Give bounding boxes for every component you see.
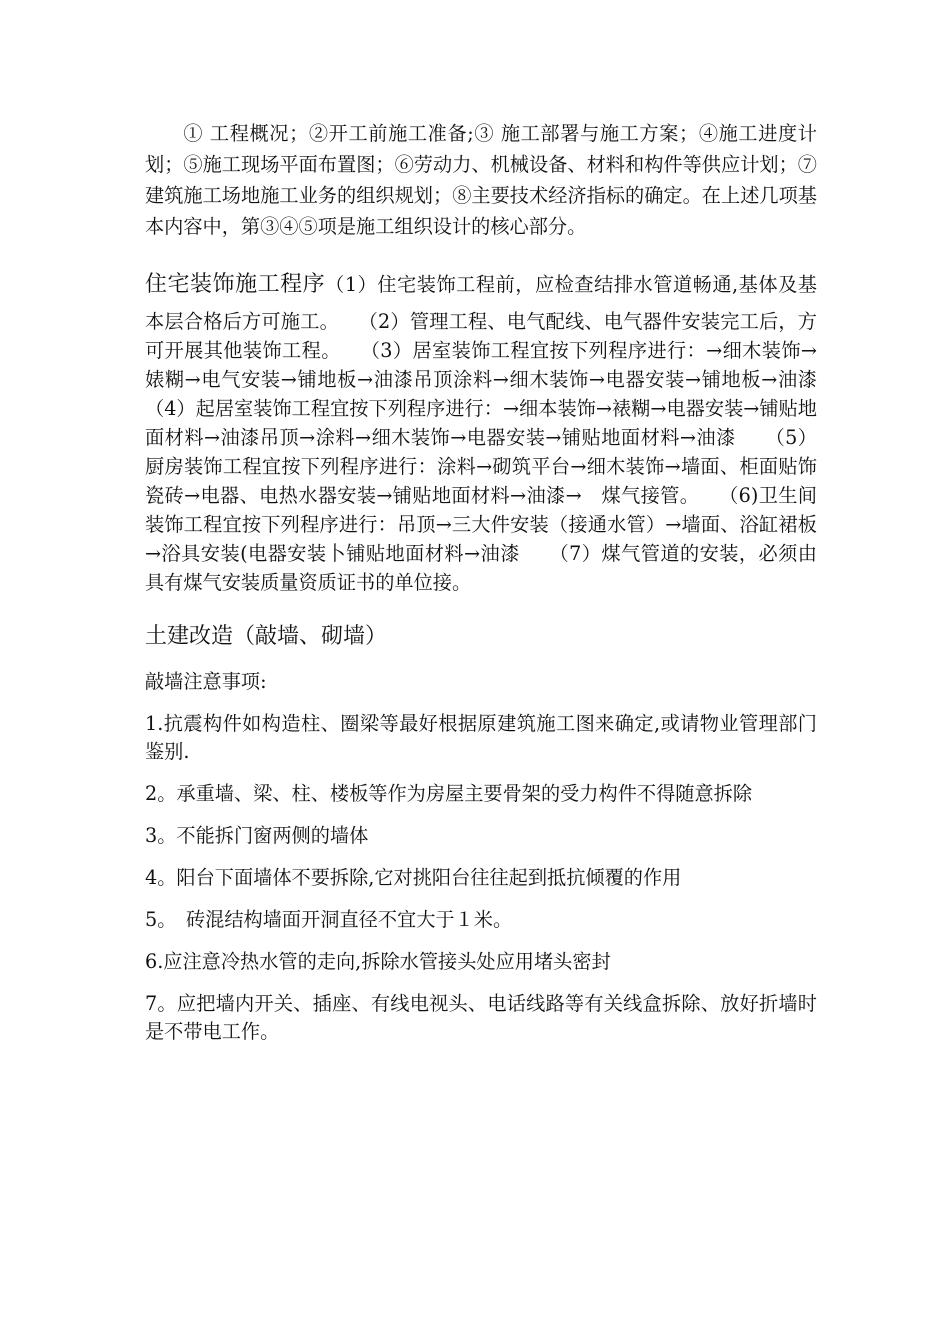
decoration-program-paragraph bbox=[145, 262, 856, 597]
decoration-program-body: （1）住宅装饰工程前，应检查结排水管道畅通,基体及基本层合格后方可施工。 （2）管理工程、电气配线、电气器件安装完工后，方可开展其他装饰工程。 （3）居室装饰工程宜按下列程序进行：→细木装饰→婊糊→电气安装→铺地板→油漆吊顶涂料→细木装饰→电器安装→铺地板→油漆 （4）起居室装饰工程宜按下列程序进行：→细本装饰→裱糊→电器安装→铺贴地面材料→油漆吊顶→涂料→细木装饰→电器安装→铺贴地面材料→油漆 （5）厨房装饰工程宜按下列程序进行：涂料→砌筑平台→细木装饰→墙面、柜面贴饰瓷砖→电器、电热水器安装→铺贴地面材料→油漆→ 煤气接管。 （6)卫生间装饰工程宜按下列程序进行：吊顶→三大件安装（接通水管）→墙面、浴缸裙板→浴具安装(电器安装卜铺贴地面材料→油漆 （7）煤气管道的安装，必须由具有煤气安装质量资质证书的单位接。 bbox=[145, 273, 856, 594]
decoration-program-lead: 住宅装饰施工程序 bbox=[145, 272, 326, 297]
notes-title: 敲墙注意事项: bbox=[145, 670, 267, 693]
note-item-7: 7。应把墙内开关、插座、有线电视头、电话线路等有关线盒拆除、放好折墙时是不带电工作。 bbox=[145, 992, 817, 1043]
note-item-6: 6.应注意冷热水管的走向,拆除水管接头处应用堵头密封 bbox=[145, 950, 611, 973]
note-item-5: 5。 砖混结构墙面开洞直径不宜大于１米。 bbox=[145, 908, 513, 931]
note-item-2: 2。承重墙、梁、柱、楼板等作为房屋主要骨架的受力构件不得随意拆除 bbox=[145, 782, 753, 805]
note-item-4: 4。阳台下面墙体不要拆除,它对挑阳台往往起到抵抗倾覆的作用 bbox=[145, 866, 682, 889]
intro-paragraph: ① 工程概况；②开工前施工准备;③ 施工部署与施工方案；④施工进度计划；⑤施工现场平面布置图；⑥劳动力、机械设备、材料和构件等供应计划；⑦建筑施工场地施工业务的组织规划；⑧主要技术经济指标的确定。在上述几项基本内容中，第③④⑤项是施工组织设计的核心部分。 bbox=[145, 122, 817, 238]
section-heading: 土建改造（敲墙、砌墙） bbox=[145, 624, 388, 649]
note-item-3: 3。不能拆门窗两侧的墙体 bbox=[145, 824, 369, 847]
document-page bbox=[145, 118, 856, 1046]
note-item-1: 1.抗震构件如构造柱、圈梁等最好根据原建筑施工图来确定,或请物业管理部门鉴别. bbox=[145, 712, 817, 763]
